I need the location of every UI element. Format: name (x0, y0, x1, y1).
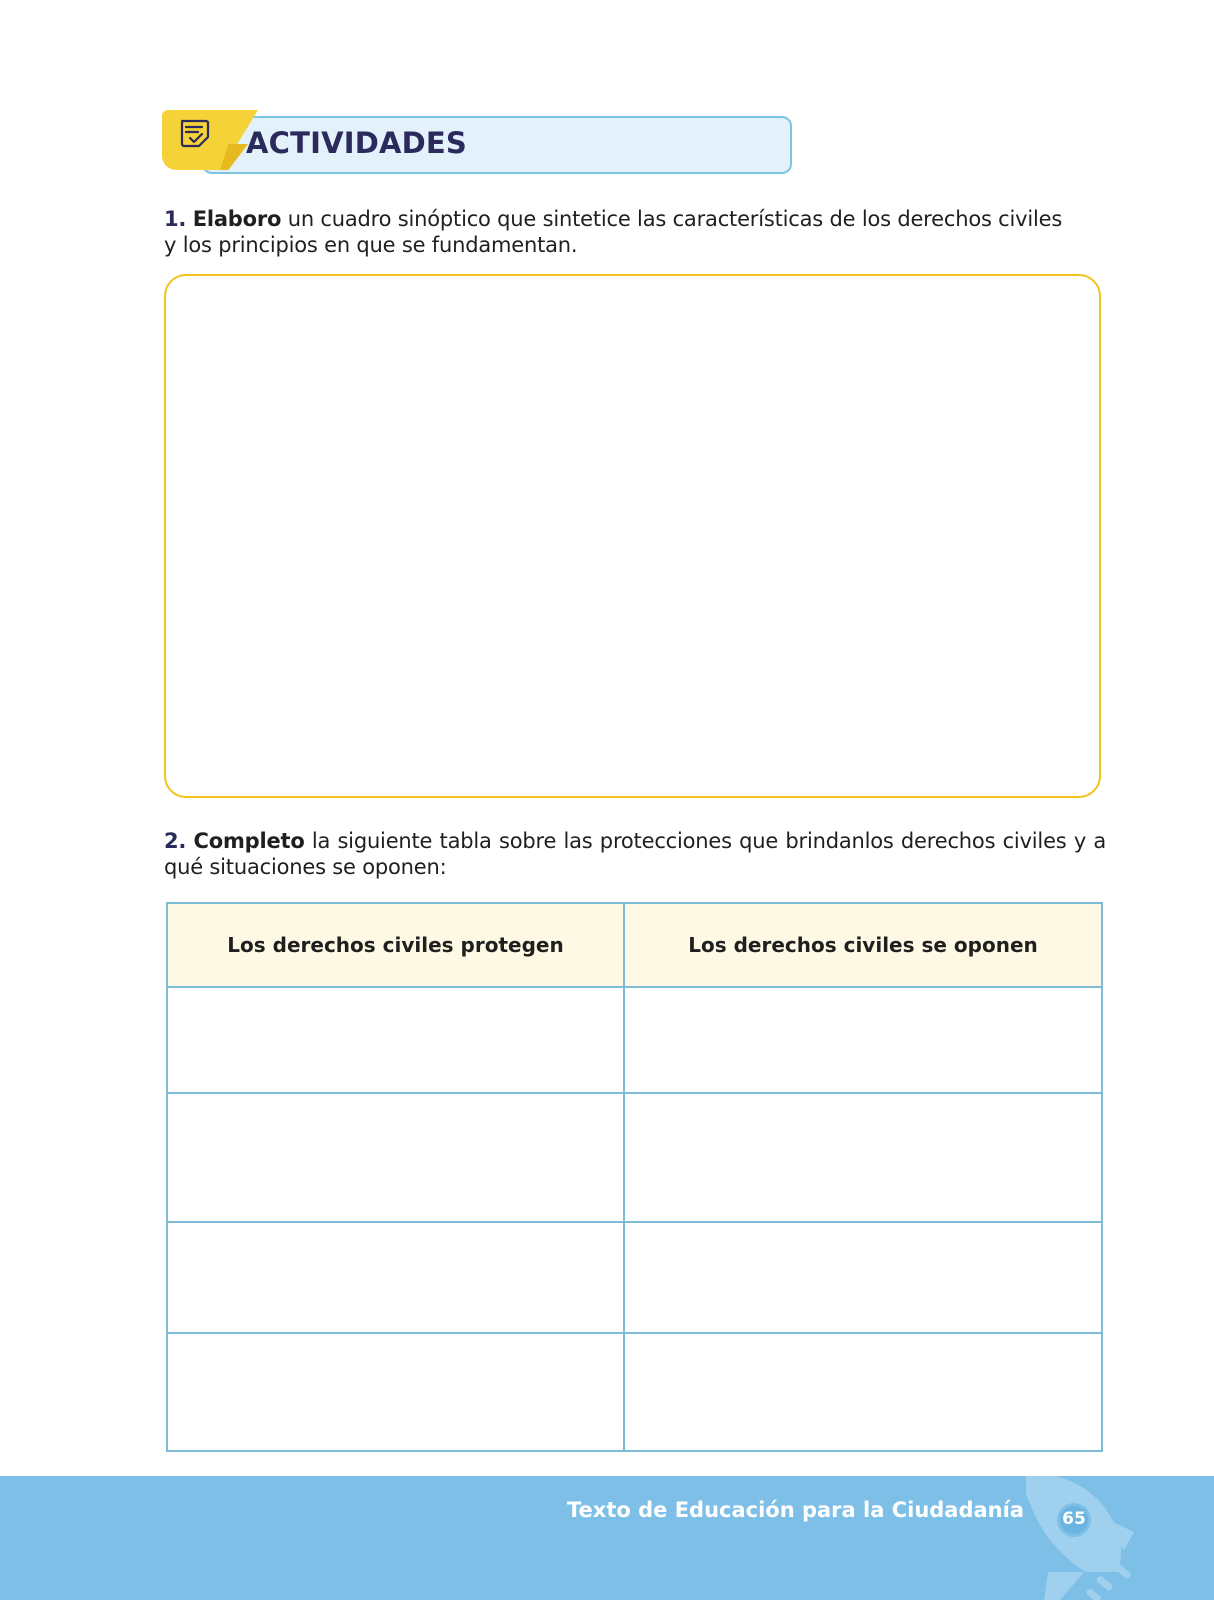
table-cell[interactable] (167, 1093, 624, 1222)
table-cell[interactable] (167, 987, 624, 1093)
question-1 (164, 206, 1064, 258)
table-cell[interactable] (624, 1093, 1102, 1222)
rocket-icon (1026, 1476, 1176, 1600)
table-cell[interactable] (624, 1222, 1102, 1333)
table-row (167, 987, 1102, 1093)
question-text: un cuadro sinóptico que sintetice las características de los derechos civiles y los principios en que se fundamentan. (164, 207, 1063, 257)
table-row (167, 1333, 1102, 1451)
table-cell[interactable] (167, 1333, 624, 1451)
table-cell[interactable] (624, 987, 1102, 1093)
page-title: ACTIVIDADES (246, 126, 468, 160)
rights-table (166, 902, 1103, 1452)
question-verb: Elaboro (192, 207, 282, 231)
column-header-protect: Los derechos civiles protegen (167, 903, 624, 987)
question-2 (164, 828, 1106, 880)
table-row (167, 1093, 1102, 1222)
answer-box-synoptic-chart[interactable] (164, 274, 1101, 798)
activities-header (162, 108, 792, 180)
table-cell[interactable] (167, 1222, 624, 1333)
checklist-note-icon (176, 116, 212, 152)
book-title: Texto de Educación para la Ciudadanía (567, 1498, 1024, 1522)
question-number: 1. (164, 207, 187, 231)
column-header-oppose: Los derechos civiles se oponen (624, 903, 1102, 987)
table-cell[interactable] (624, 1333, 1102, 1451)
page-number: 65 (1062, 1509, 1086, 1529)
question-verb: Completo (193, 829, 305, 853)
page-footer (0, 1476, 1214, 1600)
table-row (167, 1222, 1102, 1333)
question-number: 2. (164, 829, 187, 853)
question-text: la siguiente tabla sobre las protecciones que brindanlos derechos civiles y a qué situaciones se oponen: (164, 829, 1106, 879)
table-header-row (167, 903, 1102, 987)
